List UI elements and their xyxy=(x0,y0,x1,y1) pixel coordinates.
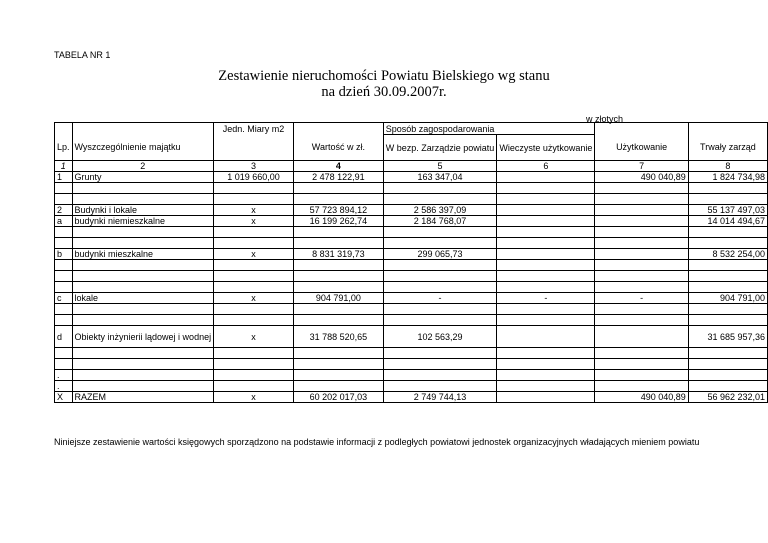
total-row: X RAZEM x 60 202 017,03 2 749 744,13 490 040,89 56 962 232,01 xyxy=(55,392,768,403)
table-row: d Obiekty inżynierii lądowej i wodnej x 31 788 520,65 102 563,29 31 685 957,36 xyxy=(55,326,768,348)
col-number: 6 xyxy=(497,161,595,172)
header-area: Jedn. Miary m2 xyxy=(214,123,294,135)
footnote: Niniejsze zestawienie wartości księgowych sporządzono na podstawie informacji z podległych powiatowi jednostek organizacyjnych władających mieniem powiatu xyxy=(54,437,700,447)
header-trwaly: Trwały zarząd xyxy=(688,135,767,161)
table-label: TABELA NR 1 xyxy=(54,50,111,60)
header-wieczyste: Wieczyste użytkowanie xyxy=(497,135,595,161)
property-table xyxy=(54,122,768,403)
unit-note: w złotych xyxy=(586,114,624,124)
col-number: 7 xyxy=(595,161,688,172)
col-number: 8 xyxy=(688,161,767,172)
col-number: 1 xyxy=(55,161,73,172)
col-number: 5 xyxy=(383,161,497,172)
header-lp: Lp. xyxy=(55,135,73,161)
header-zarzad: W bezp. Zarządzie powiatu xyxy=(383,135,497,161)
table-row: 2 Budynki i lokale x 57 723 894,12 2 586 397,09 55 137 497,03 xyxy=(55,205,768,216)
table-row: c lokale x 904 791,00 - - - 904 791,00 xyxy=(55,293,768,304)
header-group: Sposób zagospodarowania xyxy=(383,123,595,135)
header-uzytkowanie: Użytkowanie xyxy=(595,135,688,161)
table-row: a budynki niemieszkalne x 16 199 262,74 2 184 768,07 14 014 494,67 xyxy=(55,216,768,227)
table-row: 1 Grunty 1 019 660,00 2 478 122,91 163 347,04 490 040,89 1 824 734,98 xyxy=(55,172,768,183)
col-number: 4 xyxy=(294,161,384,172)
document-title-line1: Zestawienie nieruchomości Powiatu Bielskiego wg stanu xyxy=(218,68,550,84)
header-desc: Wyszczególnienie majątku xyxy=(72,135,214,161)
header-value: Wartość w zł. xyxy=(294,135,384,161)
col-number: 3 xyxy=(214,161,294,172)
table-row: . xyxy=(55,370,768,381)
col-number: 2 xyxy=(72,161,214,172)
table-row: b budynki mieszkalne x 8 831 319,73 299 065,73 8 532 254,00 xyxy=(55,249,768,260)
column-number-row xyxy=(55,161,768,172)
document-title-line2: na dzień 30.09.2007r. xyxy=(321,84,447,100)
table-row: . xyxy=(55,381,768,392)
